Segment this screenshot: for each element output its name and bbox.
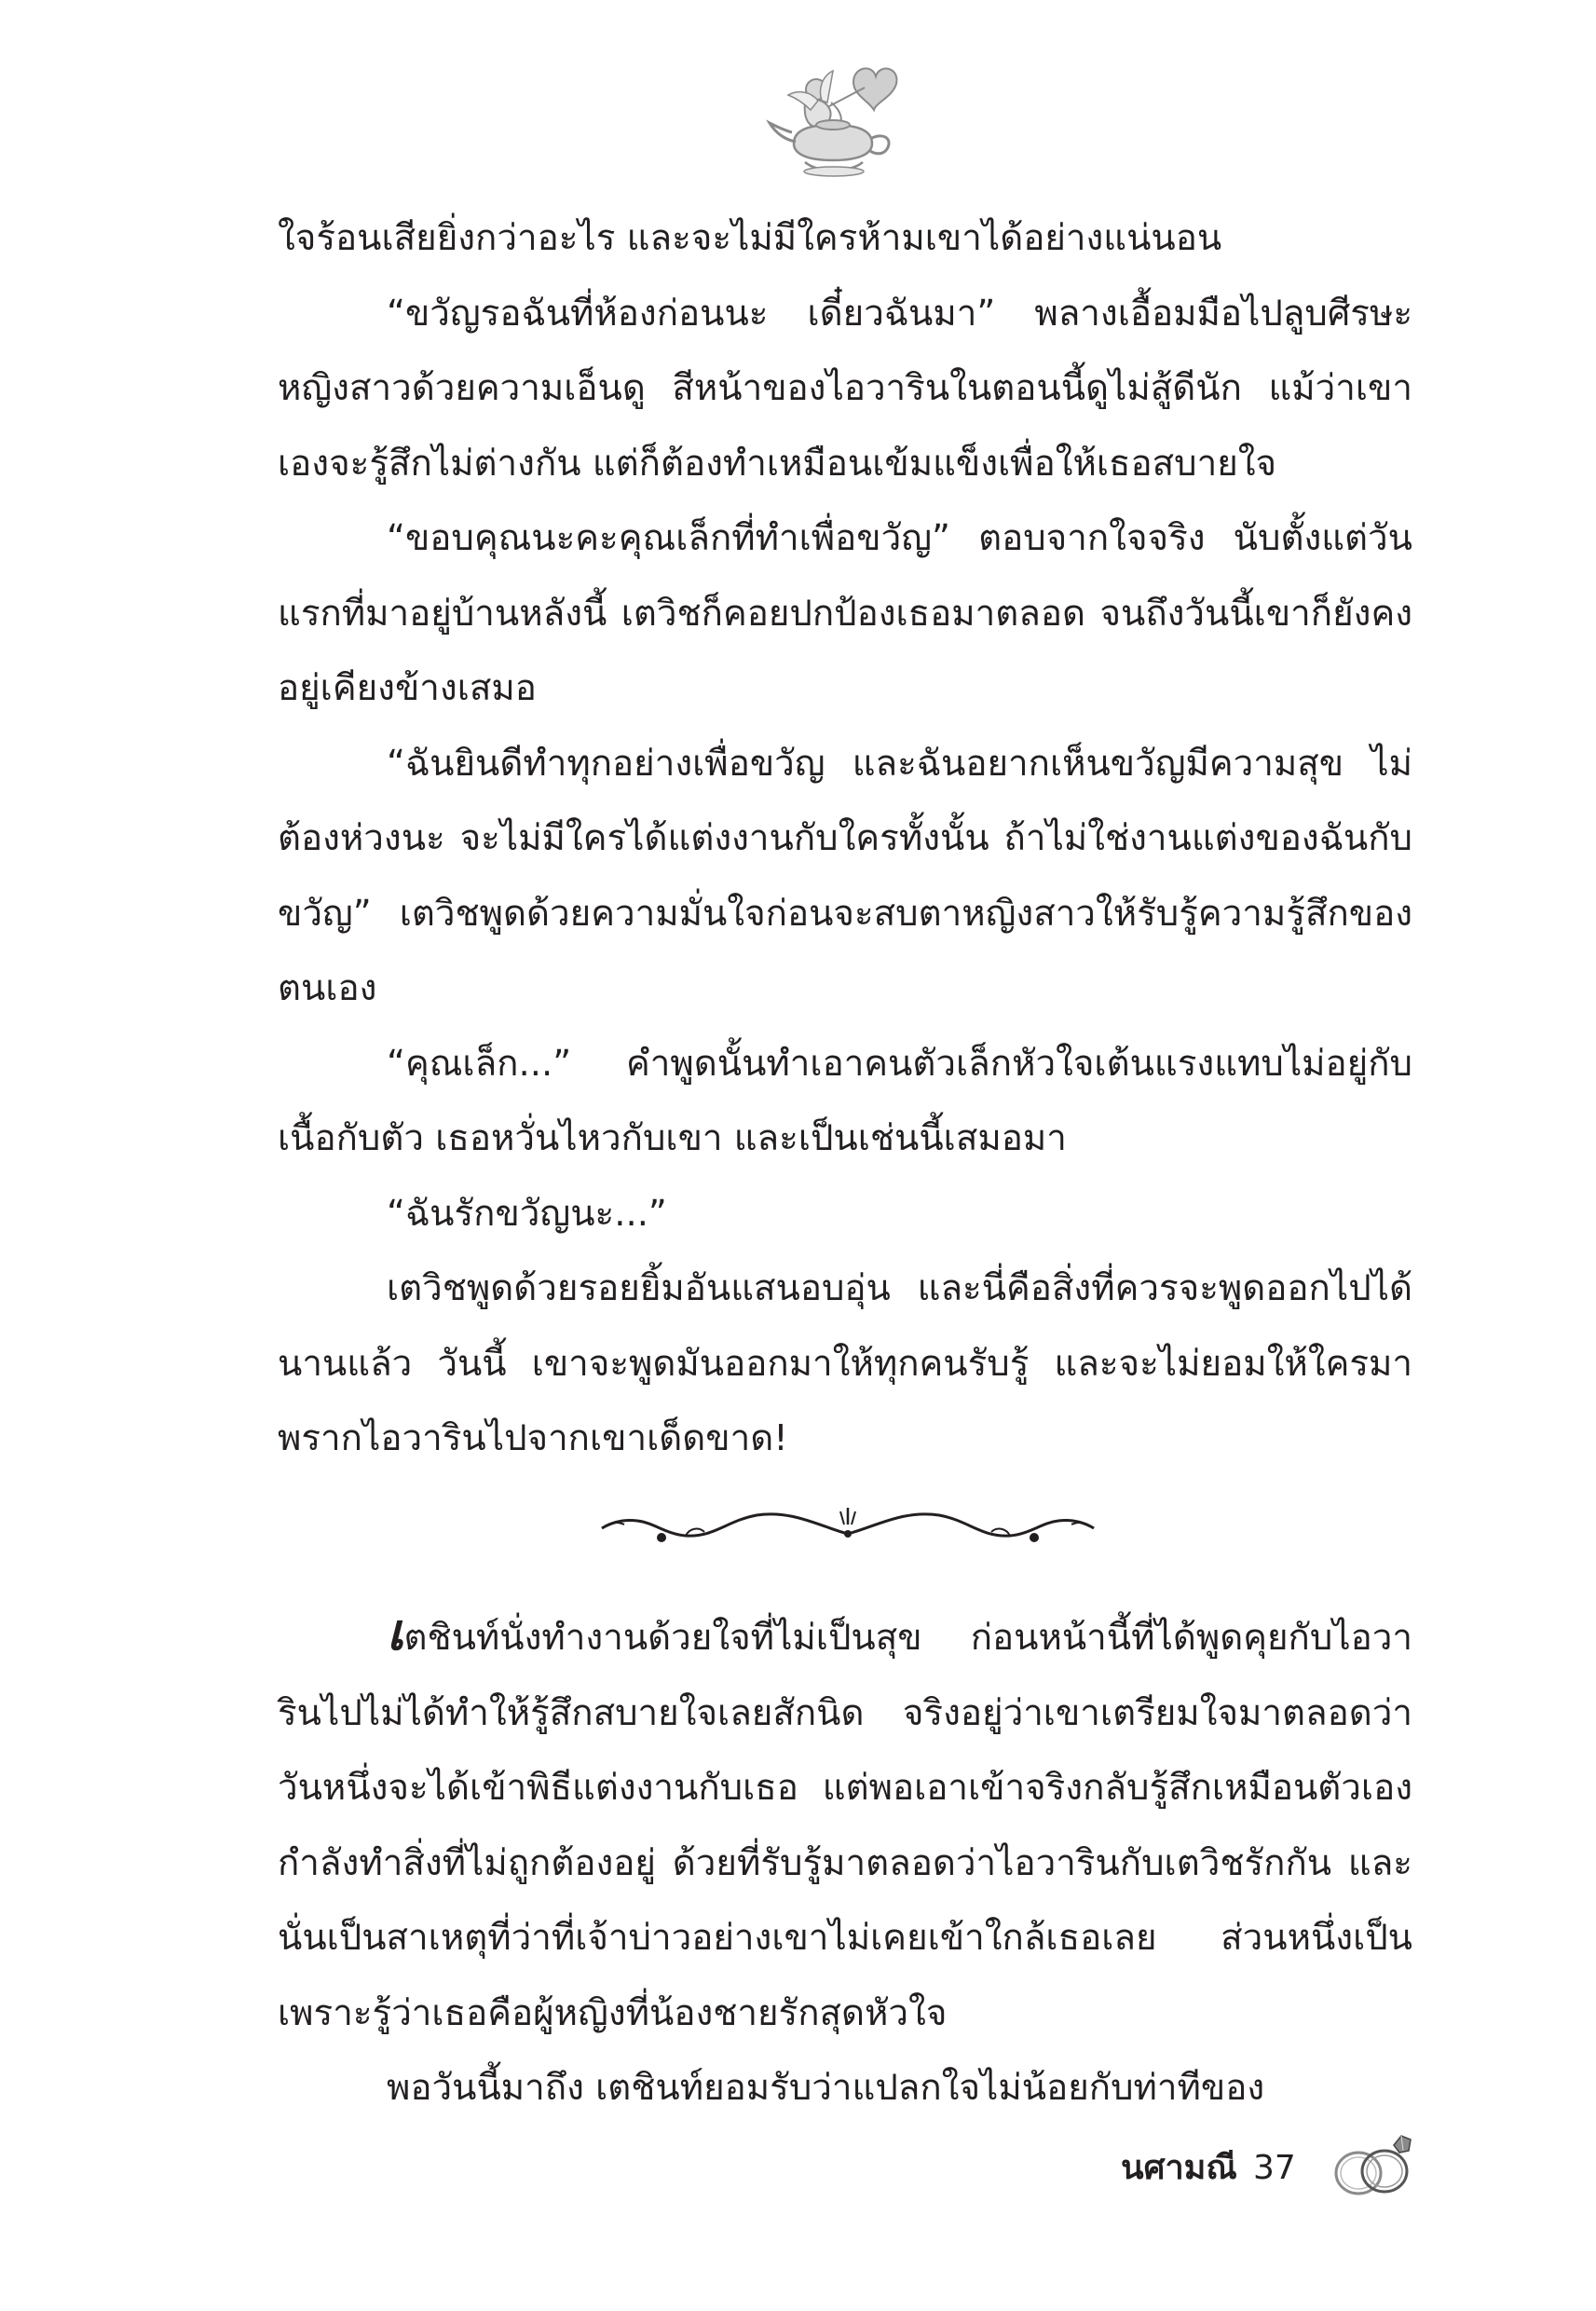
paragraph: “ขอบคุณนะคะคุณเล็กที่ทำเพื่อขวัญ” ตอบจากใจจริง นับตั้งแต่วันแรกที่มาอยู่บ้านหลังนี้ เตวิชก็คอยปกป้องเธอมาตลอด จนถึงวันนี้เขาก็ยังคงอยู่เคียงข้างเสมอ <box>278 517 1412 709</box>
paragraph <box>278 1601 1412 2051</box>
body-text-part1 <box>278 201 1412 1477</box>
paragraph: “ฉันยินดีทำทุกอย่างเพื่อขวัญ และฉันอยากเห็นขวัญมีความสุข ไม่ต้องห่วงนะ จะไม่มีใครได้แต่งงานกับใครทั้งนั้น ถ้าไม่ใช่งานแต่งของฉันกับขวัญ” เตวิชพูดด้วยความมั่นใจก่อนจะสบตาหญิงสาวให้รับรู้ความรู้สึกของตนเอง <box>278 742 1412 1009</box>
book-title: นศามณี <box>1121 2149 1237 2187</box>
flourish-divider-icon <box>596 1489 1099 1554</box>
body-text-part2 <box>278 1601 1412 2126</box>
page-number: 37 <box>1253 2149 1296 2187</box>
wedding-rings-icon <box>1330 2126 1416 2199</box>
paragraph: “คุณเล็ก...” คำพูดนั้นทำเอาคนตัวเล็กหัวใจเต้นแรงแทบไม่อยู่กับเนื้อกับตัว เธอหวั่นไหวกับเขา และเป็นเช่นนี้เสมอมา <box>278 1042 1412 1159</box>
paragraph: “ขวัญรอฉันที่ห้องก่อนนะ เดี๋ยวฉันมา” พลางเอื้อมมือไปลูบศีรษะหญิงสาวด้วยความเอ็นดู สีหน้าของไอวารินในตอนนี้ดูไม่สู้ดีนัก แม้ว่าเขาเองจะรู้สึกไม่ต่างกัน แต่ก็ต้องทำเหมือนเข้มแข็งเพื่อให้เธอสบายใจ <box>278 292 1412 485</box>
paragraph: “ฉันรักขวัญนะ...” <box>387 1192 667 1235</box>
paragraph: พอวันนี้มาถึง เตชินท์ยอมรับว่าแปลกใจไม่น้อยกับท่าทีของ <box>387 2067 1265 2109</box>
paragraph: เตวิชพูดด้วยรอยยิ้มอันแสนอบอุ่น และนี่คือสิ่งที่ควรจะพูดออกไปได้นานแล้ว วันนี้ เขาจะพูดมันออกมาให้ทุกคนรับรู้ และจะไม่ยอมให้ใครมาพรากไอวารินไปจากเขาเด็ดขาด! <box>278 1267 1412 1459</box>
drop-cap: เ <box>387 1602 404 1661</box>
cupid-teapot-icon <box>764 54 904 180</box>
paragraph-text: ตชินท์นั่งทำงานด้วยใจที่ไม่เป็นสุข ก่อนหน้านี้ที่ได้พูดคุยกับไอวารินไปไม่ได้ทำให้รู้สึกสบายใจเลยสักนิด จริงอยู่ว่าเขาเตรียมใจมาตลอดว่าวันหนึ่งจะได้เข้าพิธีแต่งงานกับเธอ แต่พอเอาเข้าจริงกลับรู้สึกเหมือนตัวเองกำลังทำสิ่งที่ไม่ถูกต้องอยู่ ด้วยที่รับรู้มาตลอดว่าไอวารินกับเตวิชรักกัน และนั่นเป็นสาเหตุที่ว่าที่เจ้าบ่าวอย่างเขาไม่เคยเข้าใกล้เธอเลย ส่วนหนึ่งเป็นเพราะรู้ว่าเธอคือผู้หญิงที่น้องชายรักสุดหัวใจ <box>278 1617 1412 2034</box>
paragraph: ใจร้อนเสียยิ่งกว่าอะไร และจะไม่มีใครห้ามเขาได้อย่างแน่นอน <box>278 217 1222 259</box>
